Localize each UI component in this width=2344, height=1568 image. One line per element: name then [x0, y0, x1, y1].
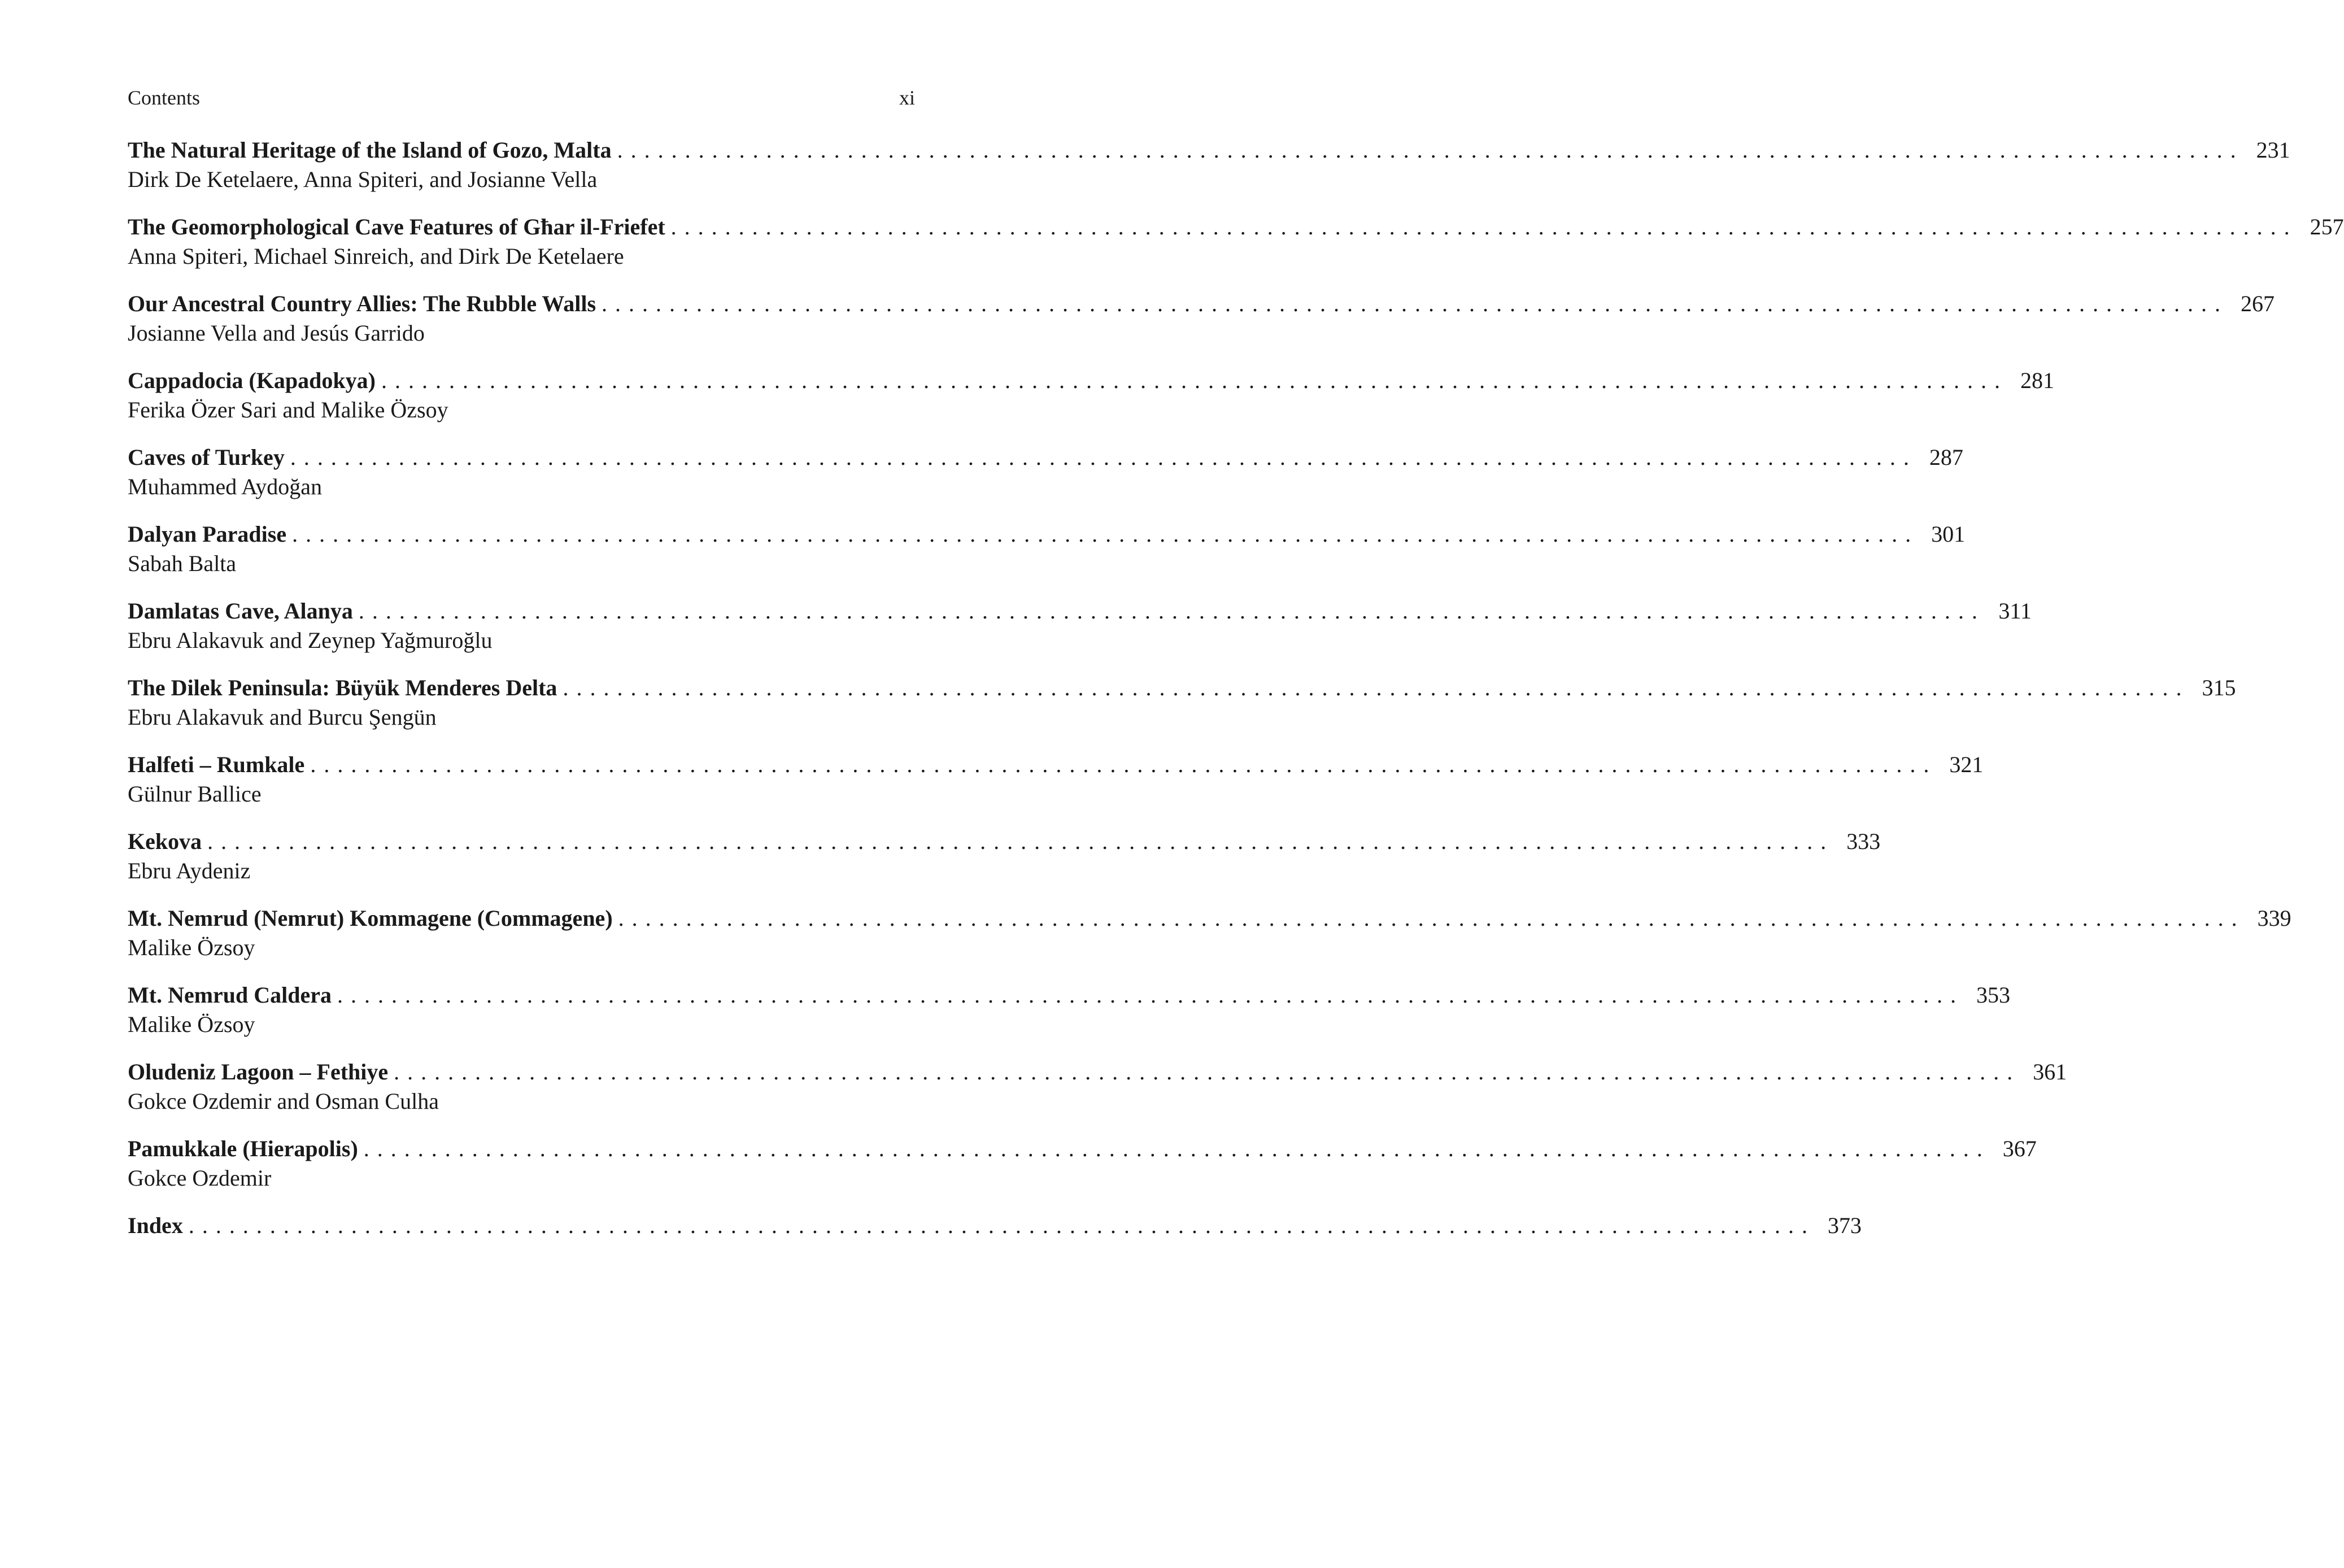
toc-entry-authors: Gokce Ozdemir — [128, 1165, 272, 1191]
toc-entry-title[interactable]: Halfeti – Rumkale — [128, 752, 305, 777]
toc-entry-page-number[interactable]: 339 — [2257, 905, 2291, 931]
toc-entry-title-line — [128, 1057, 2067, 1087]
toc-entry-authors: Ebru Alakavuk and Zeynep Yağmuroğlu — [128, 628, 493, 653]
toc-entry-page-number[interactable]: 311 — [1998, 598, 2032, 624]
toc-entry[interactable] — [128, 443, 1963, 502]
running-head — [128, 85, 915, 111]
toc-entry-title-line — [128, 1134, 2037, 1164]
toc-entry[interactable] — [128, 366, 2054, 425]
running-head-page-number: xi — [899, 86, 915, 109]
toc-entry-page-number[interactable]: 361 — [2033, 1059, 2067, 1084]
toc-entry-page-number[interactable]: 373 — [1827, 1213, 1862, 1238]
toc-entry-title[interactable]: Dalyan Paradise — [128, 521, 287, 547]
toc-entry[interactable] — [128, 673, 2236, 732]
dot-leader: ........................................................................................................................ — [618, 905, 2245, 931]
toc-entry-authors: Gülnur Ballice — [128, 781, 262, 807]
toc-entry[interactable] — [128, 136, 2290, 194]
dot-leader: ........................................................................................................................ — [207, 829, 1835, 854]
toc-entry-title[interactable]: Pamukkale (Hierapolis) — [128, 1136, 358, 1161]
dot-leader: ........................................................................................................................ — [670, 214, 2298, 239]
toc-entry-title[interactable]: The Natural Heritage of the Island of Gozo, Malta — [128, 137, 612, 163]
toc-entry-page-number[interactable]: 367 — [2002, 1136, 2037, 1161]
toc-entry[interactable] — [128, 1134, 2037, 1193]
toc-entry-authors: Ferika Özer Sari and Malike Özsoy — [128, 397, 448, 423]
toc-entry-authors: Malike Özsoy — [128, 1012, 255, 1037]
table-of-contents — [128, 136, 2344, 1240]
toc-entry-title-line — [128, 212, 2344, 242]
toc-entry-page-number[interactable]: 257 — [2310, 214, 2344, 239]
toc-entry-page-number[interactable]: 333 — [1846, 829, 1881, 854]
toc-entry[interactable] — [128, 904, 2291, 962]
toc-entry-title-line — [128, 443, 1963, 472]
toc-entry-title[interactable]: Our Ancestral Country Allies: The Rubble Walls — [128, 291, 596, 316]
dot-leader: ........................................................................................................................ — [292, 521, 1919, 547]
toc-entry-title-line — [128, 827, 1881, 856]
toc-entry-authors: Dirk De Ketelaere, Anna Spiteri, and Josianne Vella — [128, 167, 598, 192]
toc-entry[interactable] — [128, 520, 1966, 578]
toc-entry[interactable] — [128, 212, 2344, 271]
toc-entry[interactable] — [128, 750, 1984, 809]
toc-entry-title[interactable]: The Geomorphological Cave Features of Għar il-Friefet — [128, 214, 665, 239]
toc-entry-title-line — [128, 136, 2290, 165]
toc-entry-title-line — [128, 520, 1966, 549]
toc-entry[interactable] — [128, 827, 1881, 886]
toc-entry[interactable] — [128, 596, 2032, 655]
toc-entry-title-line — [128, 289, 2275, 319]
toc-entry-page-number[interactable]: 231 — [2256, 137, 2290, 163]
toc-entry-authors: Ebru Alakavuk and Burcu Şengün — [128, 704, 437, 730]
toc-entry-authors: Ebru Aydeniz — [128, 858, 251, 883]
dot-leader: ........................................................................................................................ — [563, 675, 2190, 700]
toc-entry-title[interactable]: Oludeniz Lagoon – Fethiye — [128, 1059, 389, 1084]
dot-leader: ........................................................................................................................ — [358, 598, 1985, 624]
dot-leader: ........................................................................................................................ — [310, 752, 1937, 777]
toc-entry-title[interactable]: Cappadocia (Kapadokya) — [128, 368, 376, 393]
dot-leader: ........................................................................................................................ — [381, 368, 2008, 393]
toc-entry-title-line — [128, 366, 2054, 395]
toc-entry-title[interactable]: Index — [128, 1213, 183, 1238]
toc-entry-title[interactable]: Damlatas Cave, Alanya — [128, 598, 353, 624]
dot-leader: ........................................................................................................................ — [188, 1213, 1815, 1238]
toc-entry-page-number[interactable]: 267 — [2241, 291, 2275, 316]
toc-entry-title-line — [128, 1211, 1862, 1240]
dot-leader: ........................................................................................................................ — [337, 982, 1964, 1008]
toc-entry-title-line — [128, 981, 2011, 1010]
toc-entry[interactable] — [128, 289, 2275, 348]
running-head-title: Contents — [128, 86, 201, 109]
toc-entry[interactable] — [128, 1211, 1862, 1240]
toc-entry[interactable] — [128, 1057, 2067, 1116]
toc-entry-title[interactable]: Kekova — [128, 829, 202, 854]
toc-entry-title[interactable]: Mt. Nemrud Caldera — [128, 982, 332, 1008]
dot-leader: ........................................................................................................................ — [363, 1136, 1990, 1161]
toc-entry-title-line — [128, 750, 1984, 779]
toc-entry-page-number[interactable]: 353 — [1976, 982, 2011, 1008]
toc-entry-authors: Anna Spiteri, Michael Sinreich, and Dirk De Ketelaere — [128, 243, 624, 269]
toc-entry-page-number[interactable]: 301 — [1931, 521, 1966, 547]
dot-leader: ........................................................................................................................ — [617, 137, 2244, 163]
dot-leader: ........................................................................................................................ — [602, 291, 2229, 316]
toc-entry-title[interactable]: The Dilek Peninsula: Büyük Menderes Delta — [128, 675, 557, 700]
toc-entry-authors: Malike Özsoy — [128, 935, 255, 960]
toc-entry-page-number[interactable]: 287 — [1929, 445, 1963, 470]
contents-page — [128, 85, 2344, 1258]
dot-leader: ........................................................................................................................ — [394, 1059, 2021, 1084]
toc-entry-authors: Josianne Vella and Jesús Garrido — [128, 320, 425, 346]
toc-entry-title-line — [128, 596, 2032, 626]
toc-entry-page-number[interactable]: 281 — [2020, 368, 2054, 393]
toc-entry-authors: Gokce Ozdemir and Osman Culha — [128, 1088, 439, 1114]
toc-entry-authors: Sabah Balta — [128, 551, 237, 576]
toc-entry-title[interactable]: Mt. Nemrud (Nemrut) Kommagene (Commagene) — [128, 905, 613, 931]
dot-leader: ........................................................................................................................ — [290, 445, 1917, 470]
toc-entry-authors: Muhammed Aydoğan — [128, 474, 323, 499]
toc-entry-title-line — [128, 904, 2291, 933]
toc-entry-title[interactable]: Caves of Turkey — [128, 445, 285, 470]
toc-entry-page-number[interactable]: 315 — [2202, 675, 2236, 700]
toc-entry-page-number[interactable]: 321 — [1949, 752, 1984, 777]
toc-entry-title-line — [128, 673, 2236, 703]
toc-entry[interactable] — [128, 981, 2011, 1039]
